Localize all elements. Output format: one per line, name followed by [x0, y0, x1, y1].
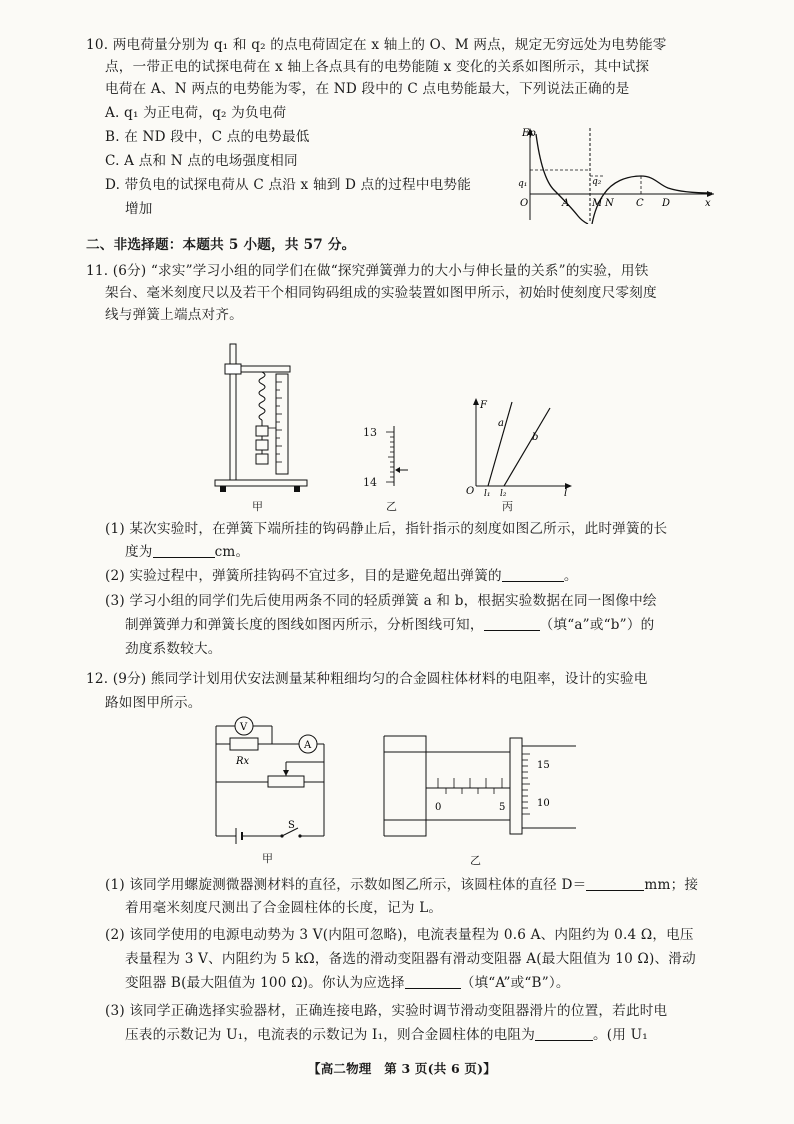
q12-part-2-text: 变阻器 B(最大阻值为 100 Ω)。你认为应选择: [125, 975, 405, 991]
q11-answer-blank-3[interactable]: [484, 616, 540, 631]
q11-part-1-prefix: 度为: [125, 544, 153, 560]
q11-part-3-text: 制弹簧弹力和弹簧长度的图线如图丙所示，分析图线可知，: [125, 617, 484, 633]
q11-line-1: 11. (6分) “求实”学习小组的同学们在做“探究弹簧弹力的大小与伸长量的关系”的实验，用铁: [86, 263, 649, 279]
q12-line-2: 路如图甲所示。: [105, 695, 202, 711]
q12-part-3-line-1: (3) 该同学正确选择实验器材，正确连接电路，实验时调节滑动变阻器滑片的位置，若此时电: [105, 1003, 668, 1019]
fig-bing-caption: 丙: [502, 500, 513, 513]
q12-part-2-hint: （填“A”或“B”）。: [460, 975, 570, 991]
q12-answer-blank-3[interactable]: [535, 1026, 593, 1041]
thimble-mark-15: 15: [537, 760, 550, 771]
graph-l2-label: l₂: [500, 489, 507, 498]
q12-line-1: 12. (9分) 熊同学计划用伏安法测量某种粗细均匀的合金圆柱体材料的电阻率，设计的实验电: [86, 671, 648, 687]
sleeve-mark-0: 0: [435, 802, 442, 813]
circuit-diagram: [206, 712, 336, 844]
q12-part-1-unit: mm；接: [644, 877, 699, 893]
line-a-label: a: [498, 418, 504, 429]
q11-part-1-line-2: [125, 543, 249, 561]
q12-part-2-line-3: [125, 974, 570, 992]
q10-option-c: C. A 点和 N 点的电场强度相同: [105, 153, 298, 169]
sleeve-mark-5: 5: [499, 802, 506, 813]
q11-line-3: 线与弹簧上端点对齐。: [105, 307, 243, 323]
micrometer-figure: [380, 734, 580, 838]
graph-q2-label: q₂: [592, 177, 602, 187]
q10-option-b: B. 在 ND 段中，C 点的电势最低: [105, 129, 310, 145]
graph-c-label: C: [636, 198, 644, 209]
graph-ep-label: Ep: [522, 128, 536, 139]
q12-part-2-line-2: 表量程为 3 V、内阻约为 5 kΩ，备选的滑动变阻器有滑动变阻器 A(最大阻值为 10 Ω)、滑动: [125, 951, 696, 967]
q10-option-d: D. 带负电的试探电荷从 C 点沿 x 轴到 D 点的过程中电势能: [105, 177, 472, 193]
graph-origin-label: O: [520, 198, 529, 209]
q11-part-1-unit: cm。: [214, 544, 250, 560]
page-footer: 【高二物理 第 3 页(共 6 页)】: [308, 1061, 496, 1076]
graph-q1-label: q₁: [518, 179, 528, 189]
q12-answer-blank-2[interactable]: [405, 974, 461, 989]
q11-answer-blank-2[interactable]: [502, 567, 564, 582]
fig-jia-caption: 甲: [252, 500, 263, 513]
voltmeter-symbol: V: [240, 722, 248, 733]
graph-f-label: F: [480, 400, 487, 411]
q11-part-2-end: 。: [563, 568, 578, 584]
ruler-mark-13: 13: [363, 426, 377, 439]
graph-m-label: M: [592, 198, 603, 209]
fig-yi-micrometer-caption: 乙: [470, 854, 481, 867]
thimble-mark-10: 10: [537, 798, 550, 809]
q12-part-3-line-2: [125, 1026, 648, 1044]
q11-part-3-line-2: [125, 616, 654, 634]
section-2-heading: 二、非选择题：本题共 5 小题，共 57 分。: [86, 237, 356, 253]
fig-jia-circuit-caption: 甲: [262, 852, 273, 865]
q10-option-d-cont: 增加: [125, 201, 153, 217]
q10-line-1: 10. 两电荷量分别为 q₁ 和 q₂ 的点电荷固定在 x 轴上的 O、M 两点，规定无穷远处为电势能零: [86, 37, 667, 53]
fig-yi-caption: 乙: [386, 500, 397, 513]
spring-apparatus-figure: [210, 338, 310, 498]
q11-part-2-text: (2) 实验过程中，弹簧所挂钩码不宜过多，目的是避免超出弹簧的: [105, 568, 502, 584]
graph-d-label: D: [662, 198, 671, 209]
q11-answer-blank-1[interactable]: [153, 543, 215, 558]
q11-part-1-line-1: (1) 某次实验时，在弹簧下端所挂的钩码静止后，指针指示的刻度如图乙所示，此时弹簧的长: [105, 521, 668, 537]
q12-answer-blank-1[interactable]: [586, 876, 644, 891]
graph-n-label: N: [605, 198, 614, 209]
q10-line-2: 点，一带正电的试探电荷在 x 轴上各点具有的电势能随 x 变化的关系如图所示，其中试探: [105, 59, 650, 75]
q11-line-2: 架台、毫米刻度尺以及若干个相同钩码组成的实验装置如图甲所示，初始时使刻度尺零刻度: [105, 285, 657, 301]
line-b-label: b: [532, 432, 539, 443]
q11-part-3-hint: （填“a”或“b”）的: [539, 617, 655, 633]
q11-part-3-line-3: 劲度系数较大。: [125, 641, 222, 657]
graph-x-label: x: [705, 198, 711, 209]
ruler-mark-14: 14: [363, 476, 377, 489]
q11-part-3-line-1: (3) 学习小组的同学们先后使用两条不同的轻质弹簧 a 和 b，根据实验数据在同一图像中绘: [105, 593, 657, 609]
q10-option-a: A. q₁ 为正电荷，q₂ 为负电荷: [105, 105, 287, 121]
q10-line-3: 电荷在 A、N 两点的电势能为零，在 ND 段中的 C 点电势能最大，下列说法正确的是: [105, 81, 630, 97]
graph-l1-label: l₁: [484, 489, 491, 498]
graph-l-label: l: [564, 488, 568, 498]
resistor-rx-label: Rx: [236, 756, 250, 767]
q12-part-1-line-1: [105, 876, 698, 894]
q12-part-3-hint: 。(用 U₁: [593, 1027, 648, 1043]
q10-ep-x-graph: [508, 124, 718, 224]
q12-part-1-line-2: 着用毫米刻度尺测出了合金圆柱体的长度，记为 L。: [125, 900, 443, 916]
graph-a-label: A: [562, 198, 570, 209]
q11-part-2: [105, 567, 578, 585]
q12-part-2-line-1: (2) 该同学使用的电源电动势为 3 V(内阻可忽略)，电流表量程为 0.6 A、内阻约为 0.4 Ω，电压: [105, 927, 694, 943]
ammeter-symbol: A: [304, 740, 312, 751]
switch-s-label: S: [288, 820, 295, 831]
graph-o-label: O: [466, 486, 475, 497]
q12-part-3-text: 压表的示数记为 U₁，电流表的示数记为 I₁，则合金圆柱体的电阻为: [125, 1027, 535, 1043]
force-length-graph: [458, 394, 578, 498]
q12-part-1-text: (1) 该同学用螺旋测微器测材料的直径，示数如图乙所示，该圆柱体的直径 D＝: [105, 877, 587, 893]
